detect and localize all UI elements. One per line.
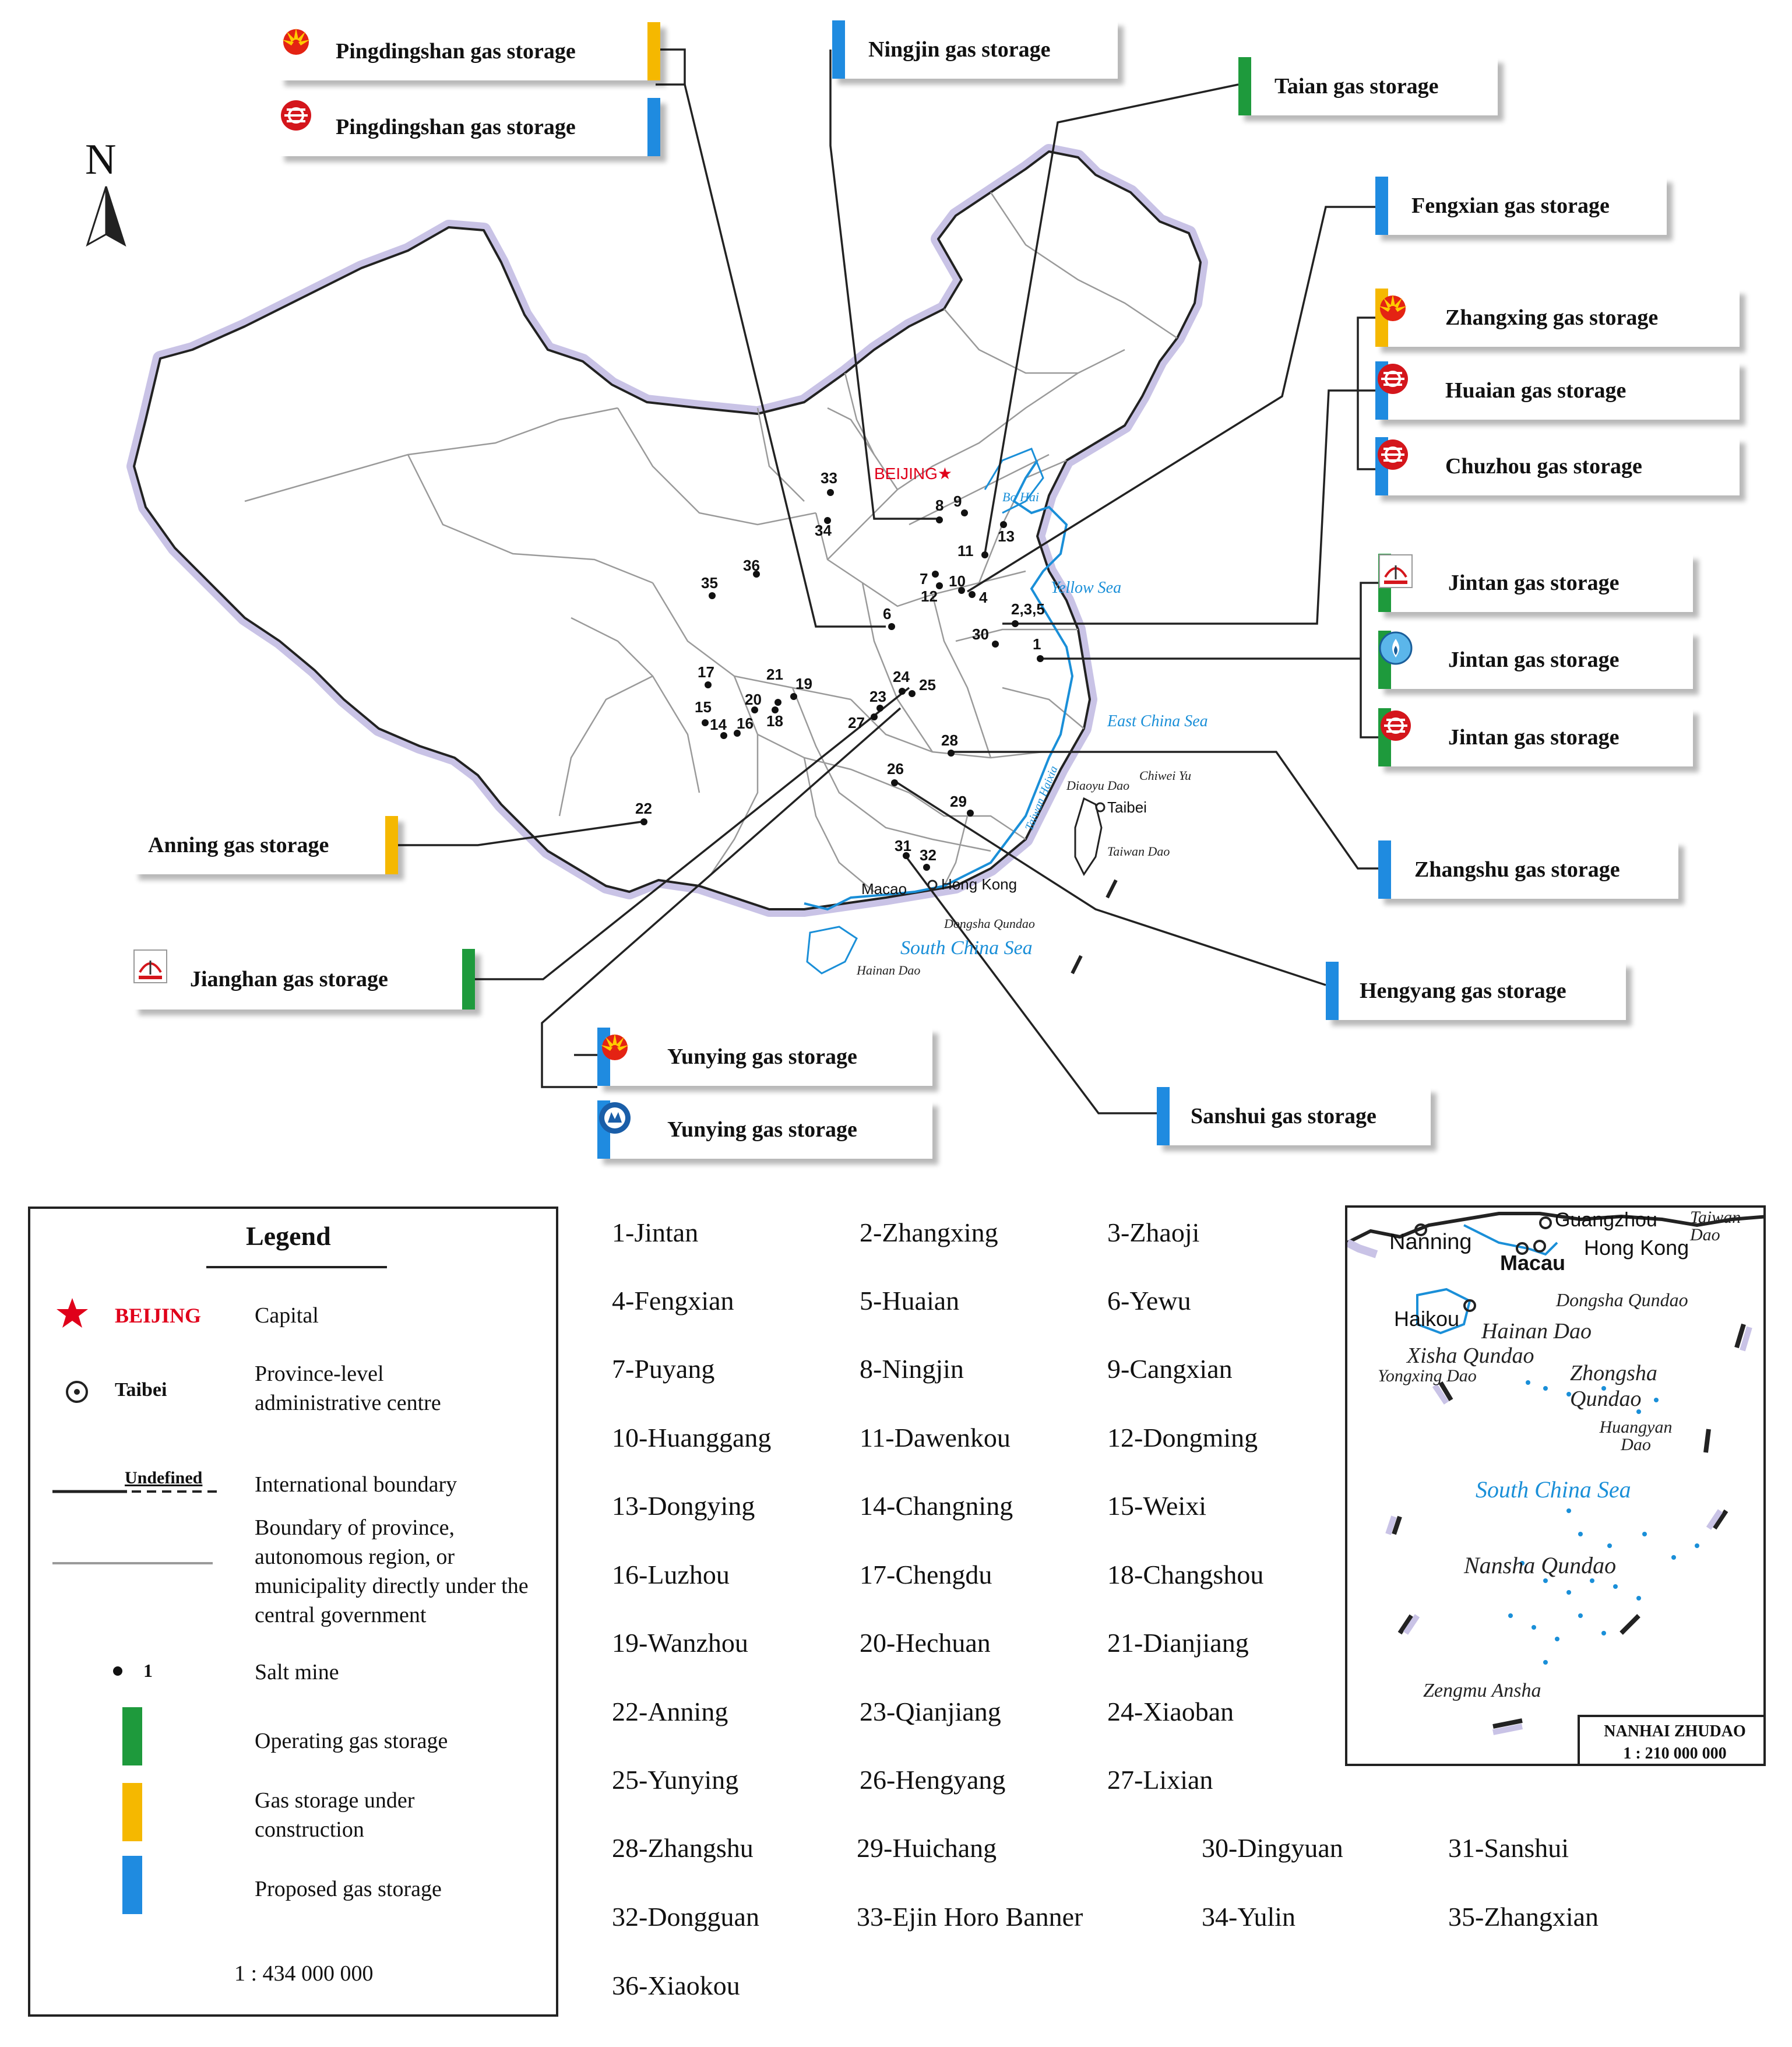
cnpc-icon [622,1039,657,1074]
mine-number-27: 27 [848,714,865,731]
list-item: 8-Ningjin [860,1354,964,1384]
mine-number-33: 33 [821,469,837,487]
mine-number-31: 31 [895,837,911,854]
storage-label: Taian gas storage [1275,74,1439,99]
chinagas-icon [290,110,325,145]
city-label-macao: Macao [861,880,907,898]
list-item: 18-Changshou [1107,1560,1264,1589]
list-item: 5-Huaian [860,1286,960,1316]
centre-marker-icon [64,1379,90,1405]
list-item: 32-Dongguan [612,1902,759,1932]
inset-label-haikou: Haikou [1394,1307,1460,1331]
storage-label: Pingdingshan gas storage [336,115,576,139]
inset-label-nanning: Nanning [1389,1230,1472,1254]
list-item: 16-Luzhou [612,1560,730,1589]
list-item: 21-Dianjiang [1107,1628,1249,1658]
list-item: 22-Anning [612,1697,728,1726]
storage-box-hengyang [1326,962,1626,1020]
legend-title: Legend [246,1221,331,1251]
inset-label-dongsha: Dongsha Qundao [1556,1289,1688,1310]
mine-dot-19 [790,693,797,700]
list-item: 23-Qianjiang [860,1697,1001,1726]
list-item: 3-Zhaoji [1107,1218,1200,1247]
mine-number-25: 25 [919,676,936,694]
legend-intl-boundary: International boundary [255,1472,457,1497]
mine-number-35: 35 [701,574,718,592]
mine-dot-27 [871,713,878,720]
island-label-dongsha: Dongsha Qundao [944,916,1035,931]
mine-dot-11 [981,551,988,558]
storage-box-sanshui [1157,1087,1431,1145]
mine-dot-21 [774,699,781,706]
mine-number-18: 18 [766,712,783,730]
storage-box-ningjin [832,20,1118,79]
list-item: 28-Zhangshu [612,1833,754,1863]
hainan-island [807,927,857,973]
status-bar-proposed [1326,962,1339,1020]
storage-label: Jintan gas storage [1448,725,1620,750]
swatch-under-construction [122,1783,142,1841]
sea-label-bohai: Bo Hai [1002,490,1039,504]
inset-label-yongxing: Yongxing Dao [1378,1366,1477,1385]
storage-box-jianghan [133,949,475,1010]
sea-label-east-china: East China Sea [1107,712,1208,730]
storage-label: Hengyang gas storage [1360,979,1566,1003]
mine-dot-33 [827,489,834,496]
chinagas-icon [1400,449,1435,484]
storage-box-pingdingshan-1 [279,22,660,80]
mine-number-15: 15 [695,698,712,716]
mine-number-19: 19 [795,675,812,692]
city-label-hong-kong: Hong Kong [941,875,1018,893]
storage-label: Jintan gas storage [1448,571,1620,595]
island-label-diaoyu: Diaoyu Dao [1066,778,1130,793]
mine-dot-26 [891,779,898,786]
list-item: 2-Zhangxing [860,1218,998,1247]
mine-dot-35 [709,592,716,599]
mine-number-30: 30 [972,625,989,643]
list-item: 31-Sanshui [1448,1833,1569,1863]
mine-number-17: 17 [698,663,714,681]
mine-dot-29 [967,810,974,817]
inset-label-hainan: Hainan Dao [1481,1319,1592,1343]
list-item: 19-Wanzhou [612,1628,748,1658]
storage-box-fengxian [1375,177,1667,235]
inset-title: NANHAI ZHUDAO [1604,1722,1746,1740]
storage-label: Ningjin gas storage [868,37,1051,62]
chinagas-icon [1403,720,1438,755]
mine-number-6: 6 [883,605,892,622]
island-label-hainan: Hainan Dao [857,963,921,977]
storage-label: Jianghan gas storage [190,967,388,991]
list-item: 36-Xiaokou [612,1971,740,2000]
storage-box-jintan-2 [1378,631,1693,689]
status-bar-proposed [1375,177,1388,235]
mine-number-32: 32 [920,846,937,864]
legend-salt-mine: Salt mine [255,1660,339,1684]
mine-number-26: 26 [887,760,904,778]
mine-number-34: 34 [815,522,832,539]
storage-label: Yunying gas storage [667,1044,857,1069]
legend-beijing: BEIJING [115,1304,202,1327]
storage-box-zhangshu [1378,840,1678,899]
inset-label-macau: Macau [1500,1251,1566,1275]
sinopec-icon [145,962,179,997]
storage-label: Fengxian gas storage [1411,194,1610,218]
status-bar-proposed [1378,840,1391,899]
storage-box-huaian [1375,361,1740,420]
status-bar-proposed [832,20,845,79]
inset-label-zhongsha: Zhongsha Qundao [1570,1361,1657,1411]
mine-dot-4 [969,591,976,598]
status-bar-under-construction [647,22,660,80]
list-item: 25-Yunying [612,1765,739,1795]
list-item: 6-Yewu [1107,1286,1191,1316]
inset-label-taiwan: Taiwan Dao [1690,1208,1741,1244]
legend-province-boundary: Boundary of province, autonomous region, or municipality directly under the central government [255,1515,529,1627]
mine-number-21: 21 [766,666,783,683]
mine-dot-24 [899,688,906,695]
status-bar-operating [1238,57,1251,115]
inset-label-zengmu: Zengmu Ansha [1423,1680,1541,1701]
storage-label: Pingdingshan gas storage [336,39,576,64]
mine-number-7: 7 [920,570,928,588]
mine-dot-2-3-5 [1012,620,1019,627]
province-line-icon [52,1561,216,1566]
mine-number-4: 4 [979,589,988,606]
mine-number-24: 24 [893,668,910,685]
mine-number-10: 10 [949,572,966,590]
legend-title-underline [206,1266,387,1268]
legend-capital: Capital [255,1303,319,1328]
storage-box-taian [1238,57,1498,115]
list-item: 35-Zhangxian [1448,1902,1599,1932]
mine-number-9: 9 [953,493,962,510]
storage-label: Jintan gas storage [1448,648,1620,672]
legend-mine-number: 1 [143,1660,153,1681]
inset-scale: 1 : 210 000 000 [1623,1744,1727,1763]
mine-number-14: 14 [710,716,727,733]
flame-icon [1403,642,1438,677]
status-bar-under-construction [385,816,398,874]
list-item: 14-Changning [860,1491,1013,1521]
storage-label: Sanshui gas storage [1191,1104,1376,1128]
status-bar-operating [462,949,475,1010]
list-item: 9-Cangxian [1107,1354,1233,1384]
list-item: 7-Puyang [612,1354,715,1384]
mine-dot-6 [888,623,895,630]
swatch-proposed [122,1856,142,1914]
sea-label-yellow: Yellow Sea [1051,579,1122,597]
legend-scale: 1 : 434 000 000 [234,1961,374,1986]
mine-dot-22 [640,818,647,825]
list-item: 34-Yulin [1202,1902,1295,1932]
sea-label-south-china: South China Sea [900,937,1033,959]
mine-dot-15 [702,719,709,726]
mine-dot-30 [992,641,999,648]
city-label-taibei: Taibei [1107,799,1147,816]
salt-mine-dot-icon [112,1665,124,1677]
inset-label-hong-kong: Hong Kong [1584,1236,1689,1260]
mine-number-16: 16 [737,715,754,732]
mine-dot-25 [909,690,916,697]
storage-box-pingdingshan-2 [279,98,660,156]
sea-label-taiwan-haixia: Taiwan Haixia [1023,764,1061,833]
mine-dot-7 [932,571,939,578]
storage-label: Zhangxing gas storage [1445,305,1659,330]
inset-label-guangzhou: Guangzhou [1555,1209,1657,1231]
mine-dot-1 [1037,655,1044,662]
inset-title-box [1578,1715,1766,1766]
boundary-line-icon [52,1487,227,1496]
mine-number-13: 13 [998,527,1015,545]
legend [28,1207,558,2017]
list-item: 11-Dawenkou [860,1423,1011,1452]
mine-dot-17 [705,681,712,688]
storage-box-chuzhou [1375,437,1740,495]
storage-box-jintan-1 [1378,554,1693,612]
storage-label: Zhangshu gas storage [1414,857,1620,882]
legend-operating: Operating gas storage [255,1729,448,1753]
inset-label-south-china-sea: South China Sea [1476,1476,1631,1503]
storage-label: Huaian gas storage [1445,378,1626,403]
north-arrow [87,187,125,245]
status-bar-proposed [647,98,660,156]
inset-map-nanhai [1345,1205,1766,1766]
legend-undefined: Undefined [125,1468,203,1487]
sinopec-icon [1403,565,1438,600]
list-item: 33-Ejin Horo Banner [857,1902,1083,1932]
storage-box-zhangxing [1375,289,1740,347]
legend-province-centre: Province-level administrative centre [255,1362,441,1415]
dash-line-segments [1072,880,1116,973]
list-item: 30-Dingyuan [1202,1833,1343,1863]
list-item: 10-Huanggang [612,1423,772,1452]
island-label-chiwei: Chiwei Yu [1139,768,1192,783]
list-item: 29-Huichang [857,1833,997,1863]
mine-number-11: 11 [957,542,974,560]
list-item: 13-Dongying [612,1491,755,1521]
mine-number-1: 1 [1033,635,1041,653]
list-item: 24-Xiaoban [1107,1697,1234,1726]
inset-label-nansha: Nansha Qundao [1464,1552,1617,1578]
storage-label: Anning gas storage [148,833,329,857]
north-label: N [85,136,117,184]
storage-box-yunying-2 [597,1100,932,1159]
inset-label-huangyan: Huangyan Dao [1599,1418,1673,1454]
storage-label: Chuzhou gas storage [1445,454,1642,479]
mine-number-8: 8 [935,497,944,514]
storage-box-yunying-1 [597,1028,932,1086]
cnpc-icon [1400,300,1435,335]
list-item: 27-Lixian [1107,1765,1213,1795]
star-icon [55,1296,90,1331]
capital-label: BEIJING★ [874,465,953,483]
list-item: 20-Hechuan [860,1628,991,1658]
chinagas-icon [1400,373,1435,408]
mine-number-23: 23 [869,688,886,705]
mine-dot-32 [923,864,930,871]
list-item: 26-Hengyang [860,1765,1006,1795]
inset-label-xisha: Xisha Qundao [1407,1343,1534,1368]
mine-dot-8 [936,516,943,523]
list-item: 17-Chengdu [860,1560,992,1589]
cnooc-icon [622,1112,657,1147]
legend-proposed: Proposed gas storage [255,1877,442,1901]
storage-label: Yunying gas storage [667,1117,857,1142]
mine-number-12: 12 [921,588,938,605]
swatch-operating [122,1707,142,1765]
storage-box-anning [133,816,398,874]
cnpc-icon [290,34,325,69]
mine-dot-9 [961,509,968,516]
mine-number-36: 36 [743,557,760,574]
list-item: 15-Weixi [1107,1491,1207,1521]
legend-taibei: Taibei [115,1379,167,1401]
list-item: 12-Dongming [1107,1423,1258,1452]
legend-under-construction: Gas storage under construction [255,1788,415,1842]
mine-number-2-3-5: 2,3,5 [1011,600,1045,618]
mine-number-20: 20 [745,691,762,708]
mine-number-22: 22 [635,800,652,817]
list-item: 4-Fengxian [612,1286,734,1316]
storage-box-jintan-3 [1378,708,1693,766]
mine-number-29: 29 [950,793,967,810]
island-label-taiwan: Taiwan Dao [1107,844,1170,859]
mine-dot-28 [948,750,955,757]
list-item: 1-Jintan [612,1218,699,1247]
status-bar-proposed [1157,1087,1170,1145]
mine-number-28: 28 [941,731,958,749]
